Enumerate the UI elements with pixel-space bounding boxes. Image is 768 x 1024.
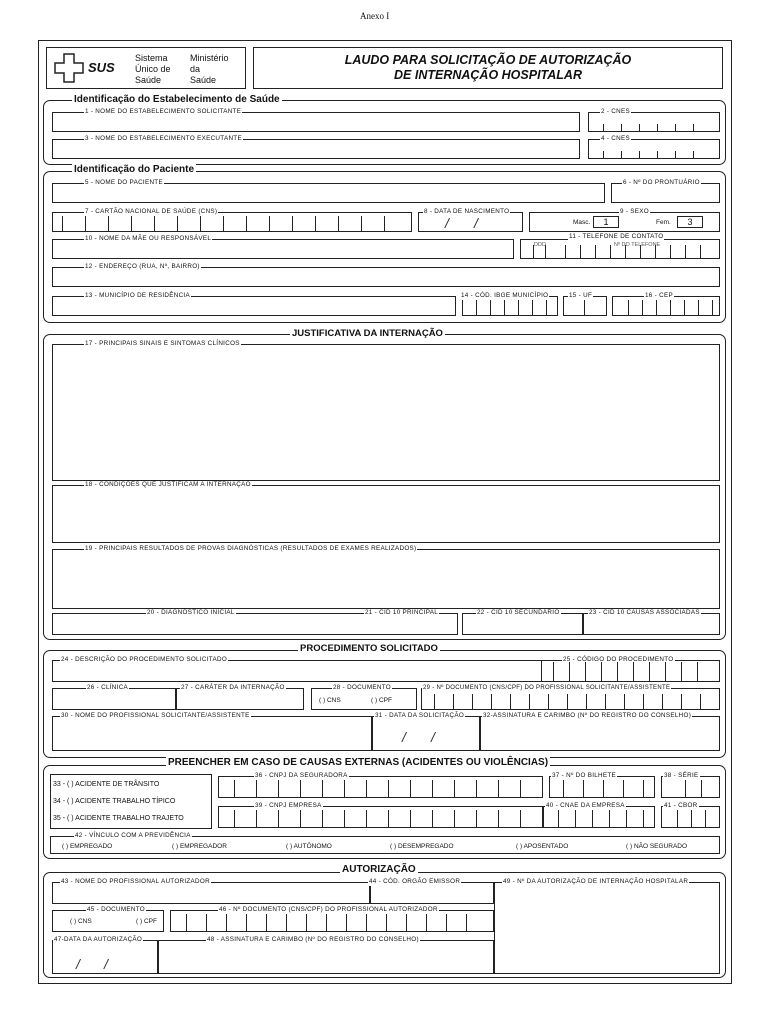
section-authorization-title: AUTORIZAÇÃO	[342, 864, 416, 875]
digit-cell-divider	[529, 694, 530, 710]
digit-cell-divider	[553, 662, 554, 682]
digit-cell-divider	[322, 810, 323, 828]
digit-cell-divider	[649, 662, 650, 682]
digit-cell-divider	[677, 810, 678, 828]
field-36-label: 36 - CNPJ DA SEGURADORA	[255, 772, 348, 779]
digit-cell-divider	[472, 694, 473, 710]
digit-cell-divider	[625, 245, 626, 259]
digit-cell-divider	[384, 216, 385, 232]
field-19-input[interactable]	[52, 549, 720, 609]
field-27-label: 27 - CARÁTER DA INTERNAÇÃO	[181, 684, 285, 691]
field-29-label: 29 - Nº DOCUMENTO (CNS/CPF) DO PROFISSIONAL SOLICITANTE/ASSISTENTE	[423, 685, 671, 691]
field-11-label: 11 - TELEFONE DE CONTATO	[569, 233, 664, 240]
digit-cell-divider	[603, 151, 604, 159]
sex-masc-code[interactable]: 1	[593, 216, 619, 228]
digit-cell-divider	[700, 694, 701, 710]
digit-cell-divider	[466, 914, 467, 932]
field-40-label: 40 - CNAE DA EMPRESA	[546, 802, 625, 809]
digit-cell-divider	[62, 216, 63, 232]
digit-cell-divider	[366, 780, 367, 798]
digit-cell-divider	[705, 810, 706, 828]
digit-cell-divider	[520, 780, 521, 798]
digit-cell-divider	[643, 694, 644, 710]
field-19-label: 19 - PRINCIPAIS RESULTADOS DE PROVAS DIAGNÓSTICAS (RESULTADOS DE EXAMES REALIZADOS)	[85, 545, 417, 552]
field-43-label: 43 - NOME DO PROFISSIONAL AUTORIZADOR	[61, 878, 210, 885]
field-6-label: 6 - Nº DO PRONTUÁRIO	[623, 179, 700, 186]
vinculo-option[interactable]: ( ) NÃO SEGURADO	[626, 843, 688, 850]
digit-cell-divider	[223, 216, 224, 232]
digit-cell-divider	[569, 662, 570, 682]
digit-cell-divider	[621, 151, 622, 159]
digit-cell-divider	[575, 810, 576, 828]
digit-cell-divider	[490, 300, 491, 316]
field-2-label: 2 - CNES	[601, 108, 630, 115]
digit-cell-divider	[322, 780, 323, 798]
digit-cell-divider	[565, 245, 566, 259]
field-16-label: 16 - CEP	[645, 292, 673, 299]
digit-cell-divider	[510, 694, 511, 710]
digit-cell-divider	[234, 810, 235, 828]
section-external-title: PREENCHER EM CASO DE CAUSAS EXTERNAS (ACIDENTES OU VIOLÊNCIAS)	[168, 757, 549, 768]
digit-cell-divider	[269, 216, 270, 232]
digit-cell-divider	[567, 694, 568, 710]
field-5-label: 5 - NOME DO PACIENTE	[85, 179, 163, 186]
digit-cell-divider	[585, 662, 586, 682]
field-18-label: 18 - CONDIÇÕES QUE JUSTIFICAM A INTERNAÇÃO	[85, 481, 251, 488]
auth-doc-cns-option[interactable]: ( ) CNS	[70, 918, 92, 925]
date-separator: /	[104, 956, 108, 972]
digit-cell-divider	[108, 216, 109, 232]
digit-cell-divider	[361, 216, 362, 232]
digit-cell-divider	[617, 662, 618, 682]
field-23-label: 23 - CID 10 CAUSAS ASSOCIADAS	[589, 609, 700, 616]
field-45-label: 45 - DOCUMENTO	[87, 906, 145, 913]
date-separator: /	[474, 215, 478, 231]
digit-cell-divider	[346, 914, 347, 932]
digit-cell-divider	[491, 694, 492, 710]
digit-cell-divider	[286, 914, 287, 932]
sex-masc-label: Masc.	[573, 219, 591, 226]
digit-cell-divider	[583, 780, 584, 798]
field-1-label: 1 - NOME DO ESTABELECIMENTO SOLICITANTE	[85, 108, 242, 115]
field-17-label: 17 - PRINCIPAIS SINAIS E SINTOMAS CLÍNICOS	[85, 340, 240, 347]
digit-cell-divider	[446, 914, 447, 932]
digit-cell-divider	[601, 662, 602, 682]
digit-cell-divider	[266, 914, 267, 932]
doc-cns-option[interactable]: ( ) CNS	[319, 697, 341, 704]
digit-cell-divider	[131, 216, 132, 232]
digit-cell-divider	[548, 694, 549, 710]
digit-cell-divider	[306, 914, 307, 932]
date-separator: /	[402, 729, 406, 745]
field-32-input[interactable]	[480, 716, 720, 751]
digit-cell-divider	[592, 810, 593, 828]
field-15-label: 15 - UF	[569, 292, 593, 299]
vinculo-option[interactable]: ( ) AUTÔNOMO	[286, 843, 332, 850]
digit-cell-divider	[656, 300, 657, 316]
field-41-label: 41 - CBOR	[664, 802, 698, 809]
logo-text: SUS	[88, 60, 115, 75]
digit-cell-divider	[675, 151, 676, 159]
divider	[541, 660, 542, 682]
field-44-label: 44 - CÓD. ORGÃO EMISSOR	[369, 878, 461, 885]
digit-cell-divider	[476, 300, 477, 316]
section-patient-title: Identificação do Paciente	[74, 164, 195, 175]
field-21-label: 21 - CID 10 PRINCIPAL	[365, 609, 439, 616]
vinculo-option[interactable]: ( ) EMPREGADOR	[172, 843, 227, 850]
vinculo-option[interactable]: ( ) DESEMPREGADO	[390, 843, 454, 850]
digit-cell-divider	[518, 300, 519, 316]
digit-cell-divider	[206, 914, 207, 932]
digit-cell-divider	[621, 124, 622, 132]
digit-cell-divider	[234, 780, 235, 798]
digit-cell-divider	[226, 914, 227, 932]
field-49-input[interactable]	[494, 882, 720, 974]
field-30-input[interactable]	[52, 716, 372, 751]
field-48-label: 48 - ASSINATURA E CARIMBO (Nº DO REGISTRO DO CONSELHO)	[207, 936, 419, 943]
digit-cell-divider	[432, 780, 433, 798]
digit-cell-divider	[326, 914, 327, 932]
digit-cell-divider	[670, 300, 671, 316]
sex-fem-code[interactable]: 3	[677, 216, 703, 228]
digit-cell-divider	[639, 151, 640, 159]
digit-cell-divider	[643, 780, 644, 798]
vinculo-option[interactable]: ( ) APOSENTADO	[516, 843, 569, 850]
field-12-label: 12 - ENDEREÇO (RUA, Nº, BAIRRO)	[85, 263, 200, 270]
annex-label: Anexo I	[360, 11, 390, 21]
digit-cell-divider	[595, 245, 596, 259]
field-18-input[interactable]	[52, 485, 720, 543]
digit-cell-divider	[584, 300, 585, 316]
field-3-label: 3 - NOME DO ESTABELECIMENTO EXECUTANTE	[85, 135, 242, 142]
digit-cell-divider	[434, 694, 435, 710]
digit-cell-divider	[532, 300, 533, 316]
digit-cell-divider	[292, 216, 293, 232]
digit-cell-divider	[603, 124, 604, 132]
digit-cell-divider	[558, 810, 559, 828]
digit-cell-divider	[426, 914, 427, 932]
field-35-option[interactable]: 35 - ( ) ACIDENTE TRABALHO TRAJETO	[53, 815, 184, 822]
digit-cell-divider	[545, 245, 546, 259]
field-28-label: 28 - DOCUMENTO	[333, 684, 391, 691]
digit-cell-divider	[700, 245, 701, 259]
section-establishment-title: Identificação do Estabelecimento de Saúde	[74, 94, 280, 105]
digit-cell-divider	[366, 914, 367, 932]
digit-cell-divider	[610, 245, 611, 259]
field-20-label: 20 - DIAGNÓSTICO INICIAL	[147, 609, 235, 616]
field-37-label: 37 - Nº DO BILHETE	[552, 772, 617, 779]
digit-cell-divider	[712, 300, 713, 316]
digit-cell-divider	[453, 694, 454, 710]
field-25-label: 25 - CÓDIGO DO PROCEDIMENTO	[563, 656, 674, 663]
vinculo-option[interactable]: ( ) EMPREGADO	[62, 843, 113, 850]
digit-cell-divider	[388, 780, 389, 798]
field-30-label: 30 - NOME DO PROFISSIONAL SOLICITANTE/ASSISTENTE	[61, 712, 250, 719]
digit-cell-divider	[388, 810, 389, 828]
phone-label: Nº DO TELEFONE	[614, 242, 661, 248]
field-38-label: 38 - SÉRIE	[664, 772, 699, 779]
digit-cell-divider	[344, 810, 345, 828]
digit-cell-divider	[278, 810, 279, 828]
digit-cell-divider	[639, 124, 640, 132]
field-10-label: 10 - NOME DA MÃE OU RESPONSÁVEL	[85, 235, 212, 242]
digit-cell-divider	[300, 810, 301, 828]
digit-cell-divider	[626, 810, 627, 828]
digit-cell-divider	[685, 245, 686, 259]
field-24-label: 24 - DESCRIÇÃO DO PROCEDIMENTO SOLICITADO	[61, 656, 228, 663]
digit-cell-divider	[406, 914, 407, 932]
digit-cell-divider	[454, 810, 455, 828]
field-33-option[interactable]: 33 - ( ) ACIDENTE DE TRÂNSITO	[53, 781, 160, 788]
digit-cell-divider	[454, 780, 455, 798]
field-42-label: 42 - VÍNCULO COM A PREVIDÊNCIA	[75, 832, 191, 839]
digit-cell-divider	[701, 780, 702, 798]
digit-cell-divider	[246, 914, 247, 932]
digit-cell-divider	[476, 810, 477, 828]
digit-cell-divider	[655, 245, 656, 259]
digit-cell-divider	[657, 124, 658, 132]
digit-cell-divider	[85, 216, 86, 232]
digit-cell-divider	[698, 300, 699, 316]
digit-cell-divider	[246, 216, 247, 232]
digit-cell-divider	[563, 780, 564, 798]
digit-cell-divider	[432, 810, 433, 828]
digit-cell-divider	[200, 216, 201, 232]
digit-cell-divider	[504, 300, 505, 316]
form-title: LAUDO PARA SOLICITAÇÃO DE AUTORIZAÇÃO DE INTERNAÇÃO HOSPITALAR	[344, 53, 632, 82]
digit-cell-divider	[642, 300, 643, 316]
sex-fem-label: Fem.	[656, 219, 671, 226]
digit-cell-divider	[693, 151, 694, 159]
field-31-label: 31 - DATA DA SOLICITAÇÃO	[375, 712, 465, 719]
digit-cell-divider	[278, 780, 279, 798]
digit-cell-divider	[623, 780, 624, 798]
field-17-input[interactable]	[52, 344, 720, 481]
field-7-label: 7 - CARTÃO NACIONAL DE SAÚDE (CNS)	[85, 208, 218, 215]
digit-cell-divider	[675, 124, 676, 132]
digit-cell-divider	[657, 151, 658, 159]
digit-cell-divider	[154, 216, 155, 232]
field-47-label: 47-DATA DA AUTORIZAÇÃO	[54, 936, 143, 943]
field-46-label: 46 - Nº DOCUMENTO (CNS/CPF) DO PROFISSIONAL AUTORIZADOR	[219, 906, 438, 913]
digit-cell-divider	[681, 662, 682, 682]
field-48-input[interactable]	[158, 940, 494, 974]
digit-cell-divider	[256, 780, 257, 798]
digit-cell-divider	[476, 780, 477, 798]
system-col1: Sistema Único de Saúde	[135, 53, 171, 85]
digit-cell-divider	[681, 694, 682, 710]
field-39-label: 39 - CNPJ EMPRESA	[255, 802, 322, 809]
digit-cell-divider	[662, 694, 663, 710]
digit-cell-divider	[628, 300, 629, 316]
digit-cell-divider	[633, 662, 634, 682]
digit-cell-divider	[640, 245, 641, 259]
digit-cell-divider	[546, 300, 547, 316]
section-procedure-title: PROCEDIMENTO SOLICITADO	[300, 643, 438, 654]
section-justification-title: JUSTIFICATIVA DA INTERNAÇÃO	[292, 328, 443, 339]
digit-cell-divider	[344, 780, 345, 798]
auth-doc-cpf-option[interactable]: ( ) CPF	[136, 918, 157, 925]
digit-cell-divider	[533, 245, 534, 259]
doc-cpf-option[interactable]: ( ) CPF	[371, 697, 392, 704]
digit-cell-divider	[603, 780, 604, 798]
digit-cell-divider	[691, 810, 692, 828]
digit-cell-divider	[643, 810, 644, 828]
field-32-label: 32-ASSINATURA E CARIMBO (Nº DO REGISTRO DO CONSELHO)	[483, 712, 692, 719]
field-4-label: 4 - CNES	[601, 135, 630, 142]
field-8-label: 8 - DATA DE NASCIMENTO	[424, 208, 510, 215]
digit-cell-divider	[186, 914, 187, 932]
date-separator: /	[445, 215, 449, 231]
digit-cell-divider	[605, 694, 606, 710]
date-separator: /	[431, 729, 435, 745]
field-26-label: 26 - CLÍNICA	[87, 684, 129, 691]
digit-cell-divider	[693, 124, 694, 132]
digit-cell-divider	[609, 810, 610, 828]
date-separator: /	[76, 956, 80, 972]
field-9-label: 9 - SEXO	[620, 208, 649, 215]
digit-cell-divider	[685, 780, 686, 798]
digit-cell-divider	[586, 694, 587, 710]
digit-cell-divider	[665, 662, 666, 682]
digit-cell-divider	[177, 216, 178, 232]
digit-cell-divider	[684, 300, 685, 316]
field-14-label: 14 - CÓD. IBGE MUNICÍPIO	[461, 292, 549, 299]
field-13-label: 13 - MUNICÍPIO DE RESIDÊNCIA	[85, 292, 190, 299]
digit-cell-divider	[315, 216, 316, 232]
field-49-label: 49 - Nº DA AUTORIZAÇÃO DE INTERNAÇÃO HOSPITALAR	[503, 878, 689, 885]
digit-cell-divider	[520, 810, 521, 828]
field-22-label: 22 - CID 10 SECUNDÁRIO	[477, 609, 560, 616]
digit-cell-divider	[256, 810, 257, 828]
ddd-label: DDD	[534, 242, 546, 248]
digit-cell-divider	[697, 662, 698, 682]
digit-cell-divider	[670, 245, 671, 259]
sus-logo-icon	[54, 53, 84, 83]
field-31-input[interactable]	[372, 716, 480, 751]
digit-cell-divider	[366, 810, 367, 828]
digit-cell-divider	[624, 694, 625, 710]
digit-cell-divider	[410, 810, 411, 828]
system-col2: Ministério da Saúde	[190, 53, 229, 85]
digit-cell-divider	[580, 245, 581, 259]
digit-cell-divider	[338, 216, 339, 232]
digit-cell-divider	[386, 914, 387, 932]
field-34-option[interactable]: 34 - ( ) ACIDENTE TRABALHO TÍPICO	[53, 798, 176, 805]
digit-cell-divider	[410, 780, 411, 798]
digit-cell-divider	[498, 810, 499, 828]
digit-cell-divider	[300, 780, 301, 798]
digit-cell-divider	[498, 780, 499, 798]
